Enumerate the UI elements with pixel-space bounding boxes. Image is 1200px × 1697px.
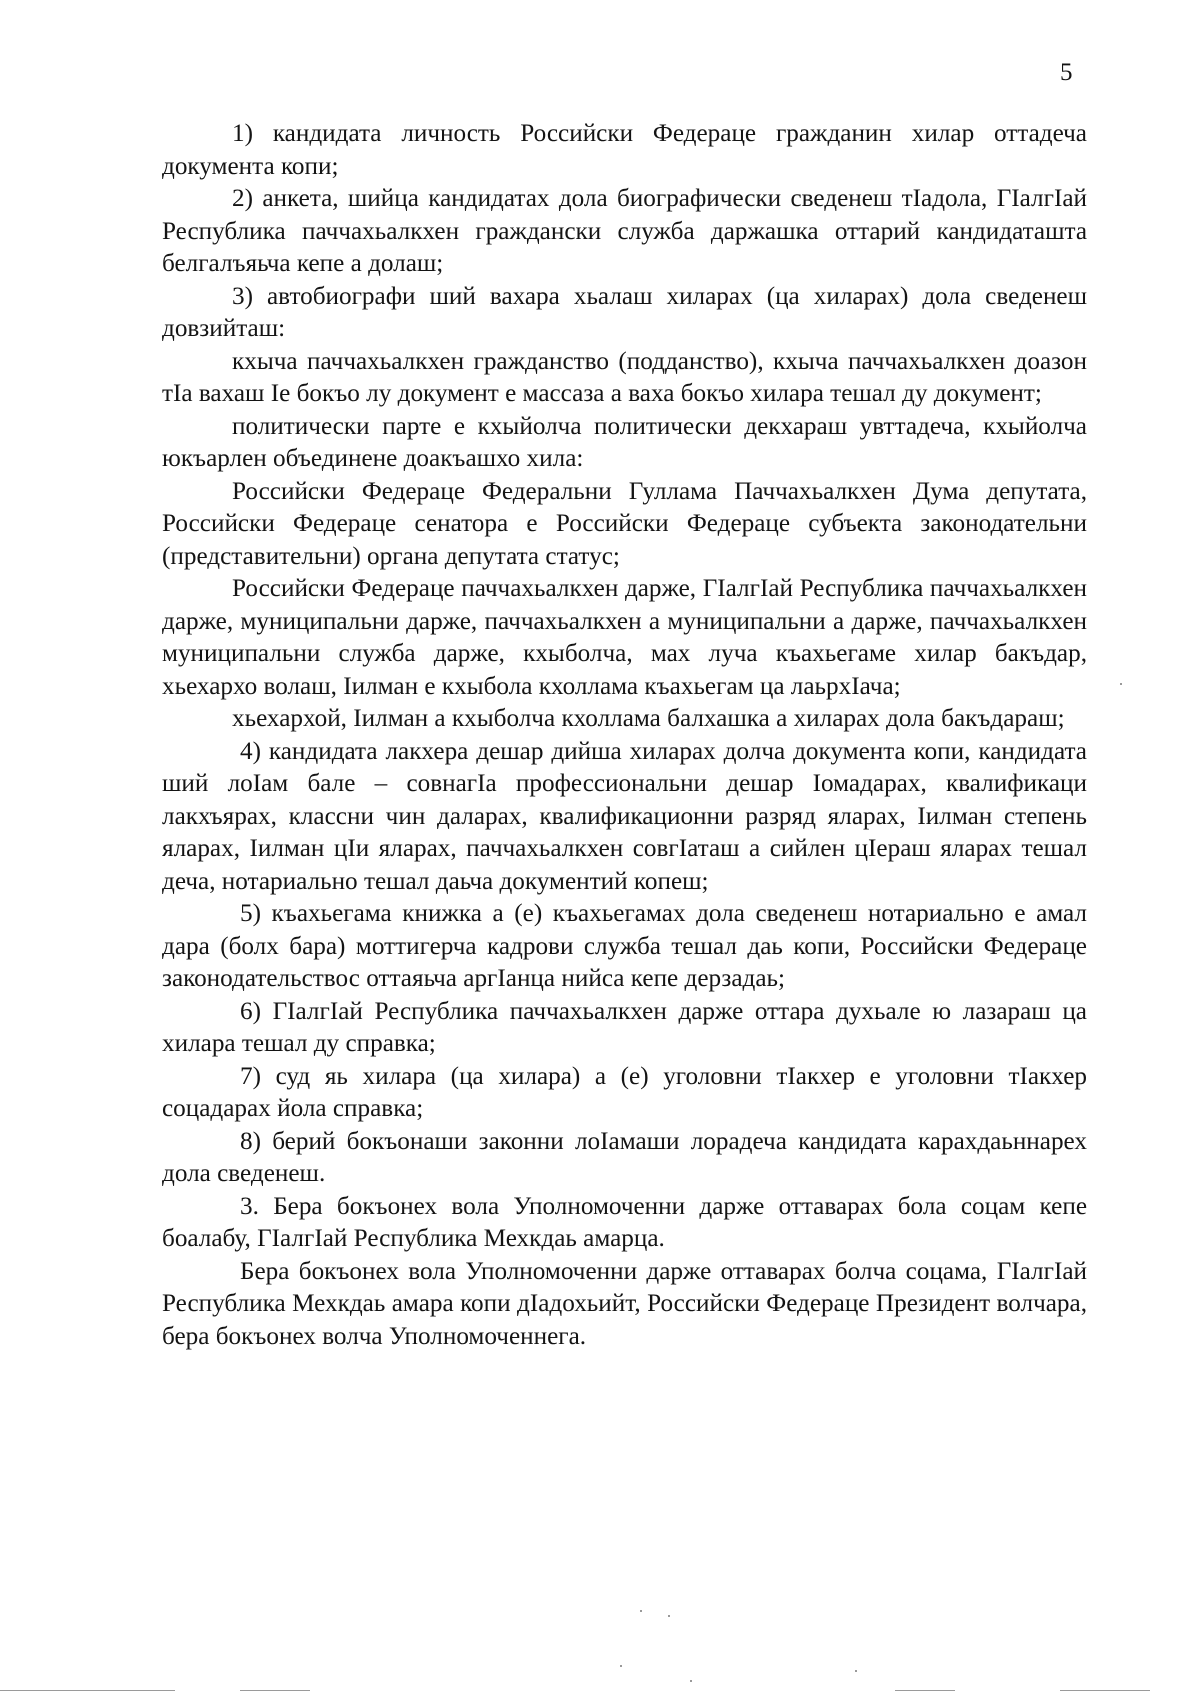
paragraph-item-2: 2) анкета, шийца кандидатах дола биографически сведенеш тIадола, ГIалгIай Республика паччахьалкхен граждански служба даржашка оттарий кандидаташта белгалъяьча кепе а долаш; — [162, 185, 1087, 277]
scan-speck — [620, 1665, 622, 1667]
scan-speck — [1120, 683, 1122, 685]
paragraph-public-office: Российски Федераце паччахьалкхен дарже, ГIалгIай Республика паччахьалкхен дарже, муниципальни дарже, паччахьалкхен а муниципальни а дарже, паччахьалкхен муниципальни служба дарже, кхыболча, мах луча къахьегаме хилар бакъдар, хьехархо волаш, Iилман е кхыбола кхоллама къахьегам ца лаьрхIача; — [162, 575, 1087, 700]
paragraph-item-1: 1) кандидата личность Российски Федераце гражданин хилар оттадеча документа копи; — [162, 120, 1087, 180]
scan-speck — [690, 1680, 692, 1682]
paragraph-item-6: 6) ГIалгIай Республика паччахьалкхен дарже оттара духьале ю лазараш ца хилара тешал ду справка; — [162, 997, 1087, 1057]
paragraph-citizenship: кхыча паччахьалкхен гражданство (подданство), кхыча паччахьалкхен доазон тIа вахаш Iе бокъо лу документ е массаза а ваха бокъо хилара тешал ду документ; — [162, 347, 1087, 407]
scan-edge-line-center — [240, 1690, 310, 1691]
scan-edge-line-right — [895, 1690, 955, 1691]
paragraph-item-7: 7) суд яь хилара (ца хилара) а (е) уголовни тIакхер е уголовни тIакхер соцадарах йола справка; — [162, 1062, 1087, 1122]
scan-edge-line-far-right — [1060, 1690, 1150, 1691]
paragraph-item-8: 8) берий бокъонаши законни лоIамаши лорадеча кандидата карахдаьннарех дола сведенеш. — [162, 1127, 1087, 1187]
paragraph-decree-copy: Бера бокъонех вола Уполномоченни дарже оттаварах болча соцама, ГIалгIай Республика Мехкдаь амара копи дIадохьийт, Российски Федераце Президент волчара, бера бокъонех волча Уполномоченнега. — [162, 1257, 1087, 1350]
document-body — [162, 118, 1087, 1353]
paragraph-deputy-status: Российски Федераце Федеральни Гуллама Паччахьалкхен Дума депутата, Российски Федераце сенатора е Российски Федераце субъекта законодательни (представительни) органа депутата статус; — [162, 477, 1087, 570]
paragraph-political-party: политически парте е кхыйолча политически декхараш увттадеча, кхыйолча юкъарлен объединене доакъашхо хила: — [162, 412, 1087, 472]
paragraph-item-3: 3) автобиографи ший вахара хьалаш хиларах (ца хиларах) дола сведенеш довзийташ: — [162, 282, 1087, 342]
scan-speck — [668, 1615, 670, 1617]
paragraph-section-3: 3. Бера бокъонех вола Уполномоченни дарже оттаварах бола соцам кепе боалабу, ГIалгIай Республика Мехкдаь амарца. — [162, 1192, 1087, 1252]
paragraph-item-4: 4) кандидата лакхера дешар дийша хиларах долча документа копи, кандидата ший лоIам бале – совнагIа профессиональни дешар Iомадарах, квалификаци лакхъярах, классни чин даларах, квалификационни разряд яларах, Iилман степень яларах, Iилман цIи яларах, паччахьалкхен совгIаташ а сийлен цIераш яларах тешал деча, нотариально тешал даьча документий копеш; — [162, 737, 1087, 895]
page-number: 5 — [1060, 59, 1073, 86]
scan-speck — [855, 1670, 857, 1672]
paragraph-teaching: хьехархой, Iилман а кхыболча кхоллама балхашка а хиларах дола бакъдараш; — [232, 705, 1065, 732]
paragraph-item-5: 5) къахьегама книжка а (е) къахьегамах дола сведенеш нотариально е амал дара (болх бара) моттигерча кадрови служба тешал даь копи, Российски Федераце законодательствос оттаяьча аргIанца нийса кепе дерзадаь; — [162, 900, 1087, 992]
scan-edge-line-left — [0, 1690, 175, 1691]
scan-speck — [640, 1610, 642, 1612]
